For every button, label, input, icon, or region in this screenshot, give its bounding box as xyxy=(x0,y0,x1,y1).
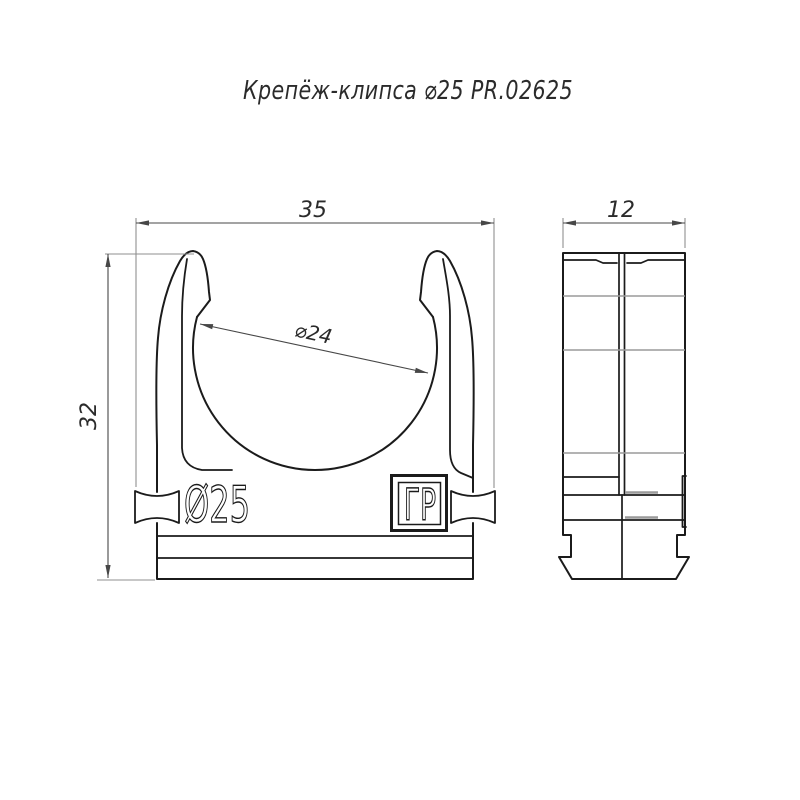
width-dim-value: 35 xyxy=(299,198,327,223)
drawing-title: Крепёж-клипса ⌀25 PR.02625 xyxy=(243,76,573,106)
logo-monogram-text: ГР xyxy=(404,480,436,531)
body-marking-group xyxy=(184,476,250,534)
body-size-marking: Ø25 xyxy=(184,476,250,534)
depth-dim-value: 12 xyxy=(607,198,635,223)
height-dim-value: 32 xyxy=(77,402,102,430)
inner-diameter-dim-value: ⌀24 xyxy=(292,317,335,349)
